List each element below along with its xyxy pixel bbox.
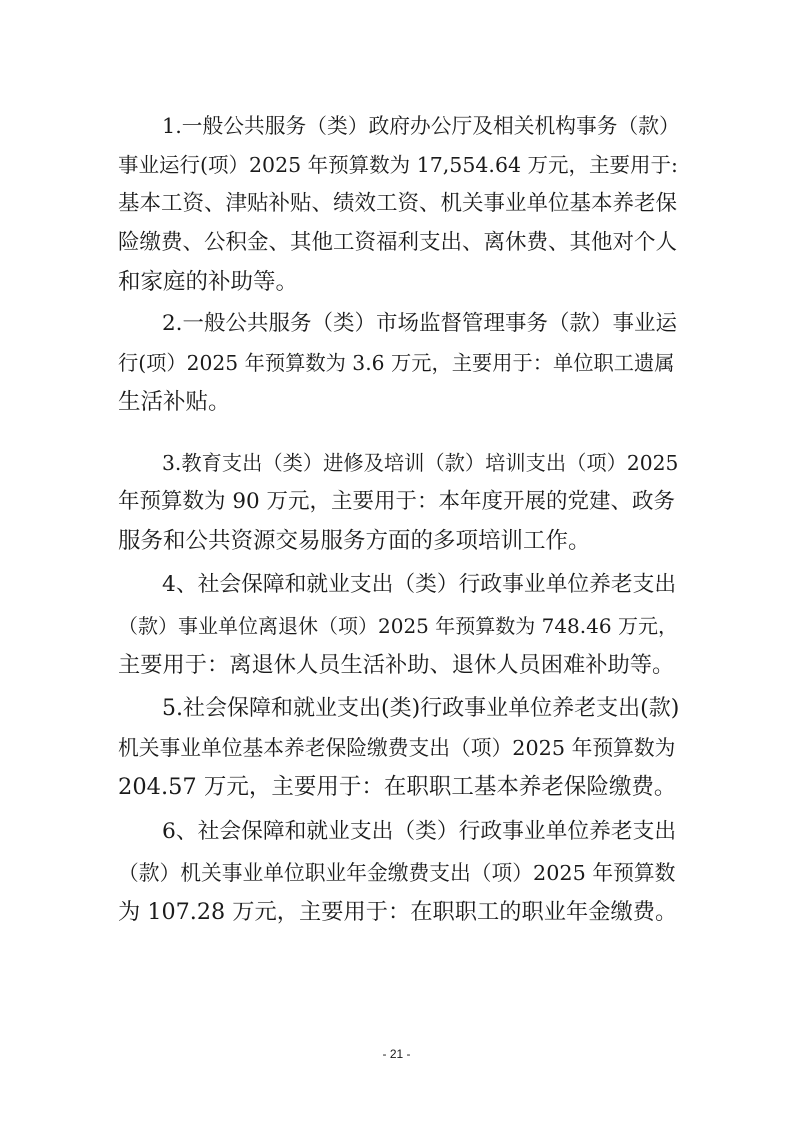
- paragraph-1-line-5: [0, 262, 793, 302]
- paragraph-3-line-2-text: 年预算数为 90 万元，主要用于：本年度开展的党建、政务: [118, 489, 676, 514]
- paragraph-4-line-1: [0, 565, 793, 605]
- paragraph-2-line-3-text: 生活补贴。: [118, 389, 231, 415]
- paragraph-6-line-1: [0, 812, 793, 852]
- paragraph-2-line-1-text: 2.一般公共服务（类）市场监督管理事务（款）事业运: [162, 311, 678, 336]
- paragraph-5-line-3-text: 204.57 万元，主要用于：在职职工基本养老保险缴费。: [118, 774, 677, 800]
- paragraph-2-line-3: [0, 382, 793, 422]
- paragraph-6-line-2: [0, 853, 793, 893]
- paragraph-1-line-2-text: 事业运行(项）2025 年预算数为 17,554.64 万元，主要用于:: [118, 153, 678, 177]
- paragraph-1-line-4-text: 险缴费、公积金、其他工资福利支出、离休费、其他对个人: [118, 230, 678, 255]
- paragraph-1-line-1-text: 1.一般公共服务（类）政府办公厅及相关机构事务（款）: [162, 114, 680, 138]
- paragraph-6-line-3: [0, 892, 793, 932]
- paragraph-5-line-1: [0, 689, 793, 729]
- paragraph-1-line-1: [0, 106, 793, 146]
- paragraph-3-line-3-text: 服务和公共资源交易服务方面的多项培训工作。: [118, 528, 591, 554]
- paragraph-5-line-2-text: 机关事业单位基本养老保险缴费支出（项）2025 年预算数为: [118, 736, 676, 760]
- paragraph-6-line-2-text: （款）机关事业单位职业年金缴费支出（项）2025 年预算数: [118, 861, 676, 885]
- paragraph-6-line-3-text: 为 107.28 万元，主要用于：在职职工的职业年金缴费。: [118, 899, 678, 925]
- paragraph-4-line-3-text: 主要用于：离退休人员生活补助、退休人员困难补助等。: [118, 652, 675, 678]
- paragraph-4-line-1-text: 4、社会保障和就业支出（类）行政事业单位养老支出: [162, 572, 677, 597]
- paragraph-2-line-1: [0, 304, 793, 344]
- paragraph-1-line-3-text: 基本工资、津贴补贴、绩效工资、机关事业单位基本养老保: [118, 191, 678, 216]
- paragraph-3-line-1: [0, 443, 793, 483]
- paragraph-3-line-2: [0, 482, 793, 522]
- paragraph-3-line-1-text: 3.教育支出（类）进修及培训（款）培训支出（项）2025: [162, 451, 679, 475]
- page-number: - 21 -: [382, 1047, 411, 1061]
- paragraph-2-line-2-text: 行(项）2025 年预算数为 3.6 万元，主要用于：单位职工遗属: [118, 351, 675, 375]
- paragraph-5-line-2: [0, 728, 793, 768]
- paragraph-6-line-1-text: 6、社会保障和就业支出（类）行政事业单位养老支出: [162, 819, 677, 844]
- paragraph-1-line-5-text: 和家庭的补助等。: [118, 269, 299, 295]
- paragraph-1-line-4: [0, 223, 793, 263]
- paragraph-5-line-3: [0, 767, 793, 807]
- paragraph-2-line-2: [0, 343, 793, 383]
- paragraph-4-line-2: [0, 606, 793, 646]
- paragraph-1-line-2: [0, 145, 793, 185]
- paragraph-1-line-3: [0, 184, 793, 224]
- paragraph-5-line-1-text: 5.社会保障和就业支出(类)行政事业单位养老支出(款): [162, 696, 680, 721]
- paragraph-4-line-2-text: （款）事业单位离退休（项）2025 年预算数为 748.46 万元，: [118, 614, 678, 638]
- paragraph-4-line-3: [0, 645, 793, 685]
- paragraph-3-line-3: [0, 521, 793, 561]
